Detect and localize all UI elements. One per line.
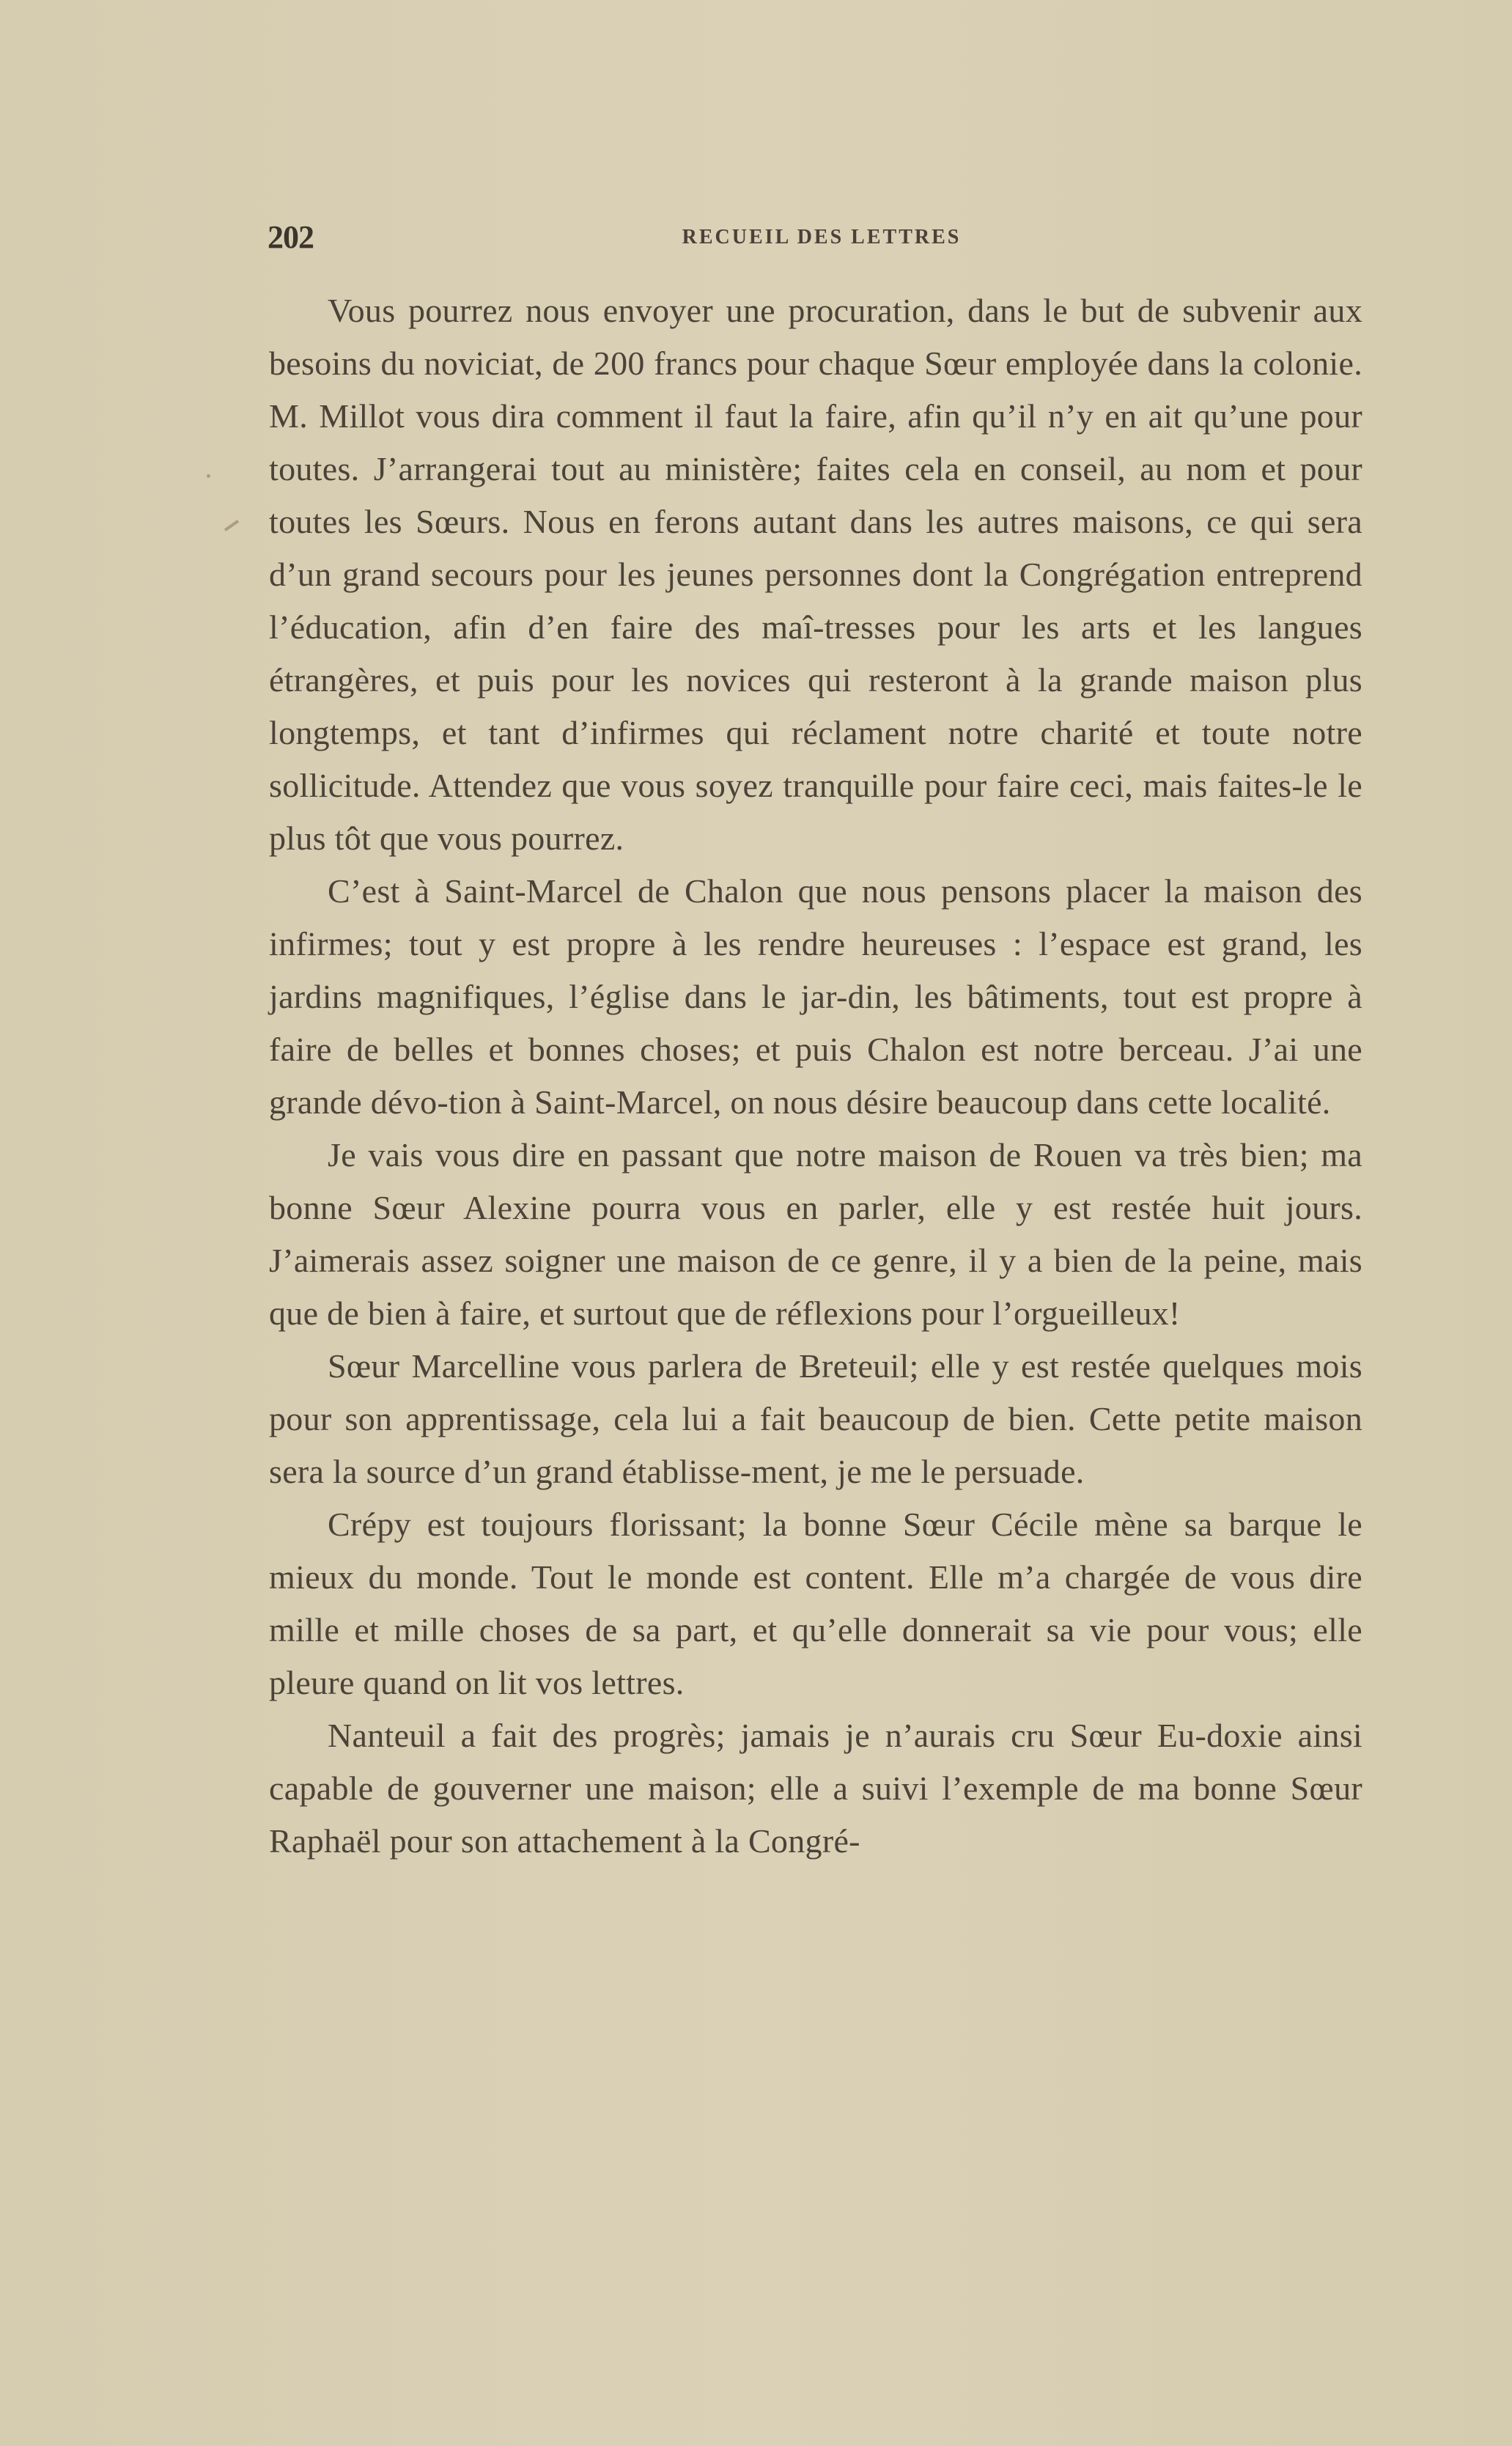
paragraph: Sœur Marcelline vous parlera de Breteuil; elle y est restée quelques mois pour son apprentissage, cela lui a fait beaucoup de bien. Cette petite maison sera la source d’un grand établisse-ment, je me le persuade.: [269, 1347, 1362, 1490]
margin-speck: [207, 474, 210, 478]
paragraph: Nanteuil a fait des progrès; jamais je n’aurais cru Sœur Eu-doxie ainsi capable de gouverner une maison; elle a suivi l’exemple de ma bonne Sœur Raphaël pour son attachement à la Congré-: [269, 1717, 1362, 1860]
body-text: [269, 284, 1362, 1868]
margin-pencil-mark: [224, 520, 239, 531]
paragraph: Je vais vous dire en passant que notre maison de Rouen va très bien; ma bonne Sœur Alexine pourra vous en parler, elle y est restée huit jours. J’aimerais assez soigner une maison de ce genre, il y a bien de la peine, mais que de bien à faire, et surtout que de réflexions pour l’orgueilleux!: [269, 1136, 1362, 1332]
paragraph: C’est à Saint-Marcel de Chalon que nous pensons placer la maison des infirmes; tout y est propre à les rendre heureuses : l’espace est grand, les jardins magnifiques, l’église dans le jar-din, les bâtiments, tout est propre à faire de belles et bonnes choses; et puis Chalon est notre berceau. J’ai une grande dévo-tion à Saint-Marcel, on nous désire beaucoup dans cette localité.: [269, 872, 1362, 1121]
page-header: [268, 218, 1376, 262]
running-head: RECUEIL DES LETTRES: [682, 226, 962, 248]
paragraph: Vous pourrez nous envoyer une procuration, dans le but de subvenir aux besoins du noviciat, de 200 francs pour chaque Sœur employée dans la colonie. M. Millot vous dira comment il faut la faire, afin qu’il n’y en ait qu’une pour toutes. J’arrangerai tout au ministère; faites cela en conseil, au nom et pour toutes les Sœurs. Nous en ferons autant dans les autres maisons, ce qui sera d’un grand secours pour les jeunes personnes dont la Congrégation entreprend l’éducation, afin d’en faire des maî-tresses pour les arts et les langues étrangères, et puis pour les novices qui resteront à la grande maison plus longtemps, et tant d’infirmes qui réclament notre charité et toute notre sollicitude. Attendez que vous soyez tranquille pour faire ceci, mais faites-le le plus tôt que vous pourrez.: [269, 292, 1362, 857]
paragraph: Crépy est toujours florissant; la bonne Sœur Cécile mène sa barque le mieux du monde. Tout le monde est content. Elle m’a chargée de vous dire mille et mille choses de sa part, et qu’elle donnerait sa vie pour vous; elle pleure quand on lit vos lettres.: [269, 1506, 1362, 1701]
page-number: 202: [268, 219, 314, 255]
